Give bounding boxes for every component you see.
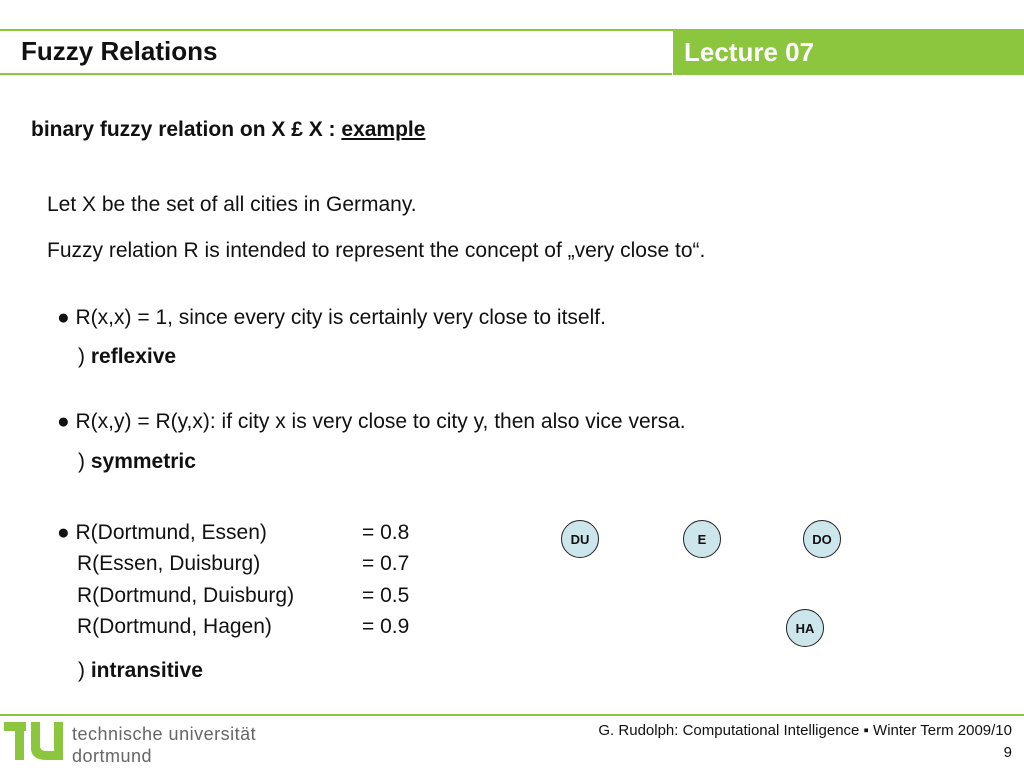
heading-prefix: binary fuzzy relation on X £ X :	[31, 118, 342, 141]
page-number: 9	[1003, 744, 1012, 761]
property-symmetric-result	[78, 450, 196, 474]
implies-symbol: )	[78, 450, 85, 473]
intro-line-2: Fuzzy relation R is intended to represent the concept of „very close to“.	[47, 239, 706, 262]
relation-value: = 0.9	[362, 615, 410, 638]
node-du: DU	[561, 520, 599, 558]
tu-logo-icon	[4, 720, 66, 764]
university-name-line2: dortmund	[72, 746, 153, 766]
property-reflexive-result	[78, 345, 176, 369]
footer-credit: G. Rudolph: Computational Intelligence ▪ Winter Term 2009/10	[598, 722, 1012, 739]
node-ha: HA	[786, 609, 824, 647]
node-do: DO	[803, 520, 841, 558]
university-name-line1: technische universität	[72, 724, 257, 744]
footer-rule	[0, 714, 1024, 716]
conclusion-result	[78, 659, 203, 683]
conclusion-name: intransitive	[90, 659, 203, 682]
implies-symbol: )	[78, 659, 85, 682]
node-e: E	[683, 520, 721, 558]
relation-name: R(Dortmund, Duisburg)	[77, 584, 295, 607]
relation-name: ● R(Dortmund, Essen)	[57, 521, 267, 544]
relation-name: R(Dortmund, Hagen)	[77, 615, 272, 638]
property-name: reflexive	[90, 345, 177, 368]
relation-value: = 0.8	[362, 521, 410, 544]
heading-example: example	[341, 118, 426, 141]
implies-symbol: )	[78, 345, 85, 368]
property-symmetric-text: ● R(x,y) = R(y,x): if city x is very close to city y, then also vice versa.	[57, 410, 686, 433]
relation-value: = 0.5	[362, 584, 410, 607]
slide-title: Fuzzy Relations	[21, 36, 218, 66]
property-name: symmetric	[90, 450, 196, 473]
property-reflexive-text: ● R(x,x) = 1, since every city is certainly very close to itself.	[57, 306, 606, 329]
relation-name: R(Essen, Duisburg)	[77, 552, 261, 575]
lecture-label: Lecture 07	[684, 37, 815, 67]
section-heading	[31, 118, 425, 142]
relation-value: = 0.7	[362, 552, 410, 575]
intro-line-1: Let X be the set of all cities in Germany.	[47, 193, 417, 216]
